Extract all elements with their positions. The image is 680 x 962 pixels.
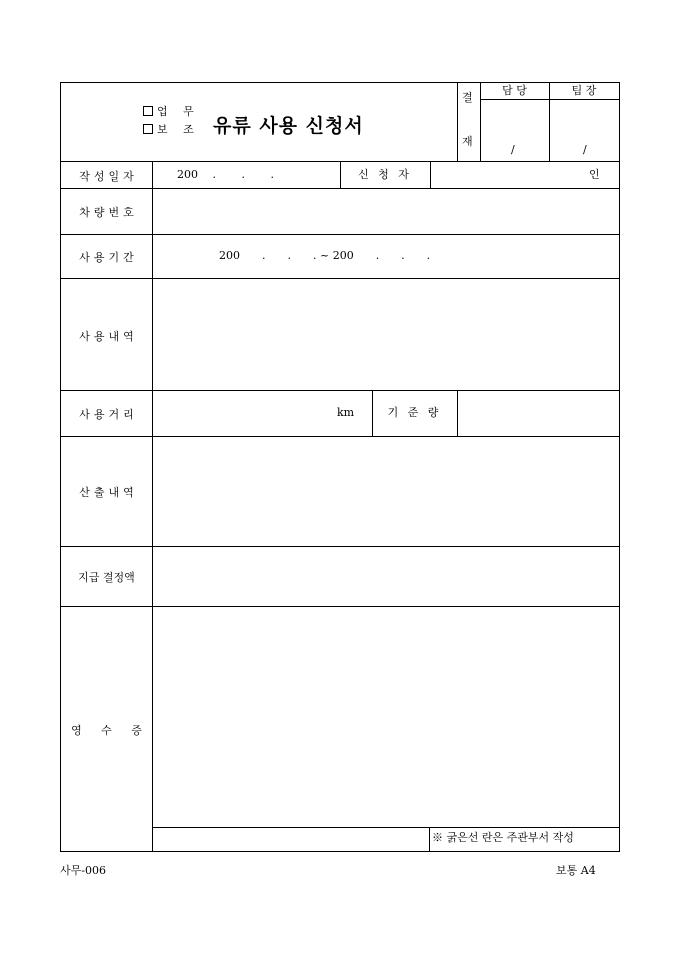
receipt-label: 영 수 증	[71, 724, 150, 737]
form-code: 사무-006	[60, 864, 106, 877]
distance-unit: km	[337, 406, 355, 419]
approval-label-top: 결	[462, 91, 473, 104]
option-assist[interactable]: 보 조	[143, 123, 200, 137]
approver-staff-label: 담 당	[502, 84, 527, 97]
distance-label: 사용거리	[79, 408, 138, 421]
distance-row-divider	[457, 390, 458, 436]
date-label: 작성일자	[79, 170, 138, 183]
standard-label: 기 준 량	[387, 406, 442, 419]
row-divider	[61, 390, 619, 391]
row-divider	[61, 278, 619, 279]
approval-header-divider	[480, 99, 619, 100]
approver-lead-label: 팀 장	[571, 84, 597, 97]
calc-label: 산출내역	[79, 486, 138, 499]
checkbox-icon[interactable]	[143, 124, 153, 134]
page-title: 유류 사용 신청서	[213, 115, 364, 137]
vehicle-label: 차량번호	[79, 206, 138, 219]
label-column-divider	[152, 161, 153, 851]
period-field[interactable]: 200 . . . ~ 200 . . .	[219, 249, 431, 262]
approval-label-bottom: 재	[462, 135, 473, 148]
approver-lead-slash: /	[583, 143, 587, 156]
approval-divider	[457, 83, 458, 161]
applicant-label: 신 청 자	[358, 168, 412, 181]
payment-label: 지급 결정액	[78, 571, 135, 584]
note-text: ※ 굵은선 란은 주관부서 작성	[432, 831, 574, 844]
row-divider	[61, 436, 619, 437]
row-divider	[61, 546, 619, 547]
row-divider	[61, 234, 619, 235]
paper-size: 보통 A4	[556, 864, 596, 877]
period-label: 사용기간	[79, 251, 138, 264]
date-field[interactable]: 200 . . .	[177, 168, 274, 181]
seal-mark: 인	[589, 168, 600, 181]
option-business[interactable]: 업 무	[143, 105, 200, 119]
checkbox-icon[interactable]	[143, 106, 153, 116]
fuel-usage-form	[60, 82, 620, 852]
approver-staff-slash: /	[511, 143, 515, 156]
note-row-divider	[152, 827, 619, 828]
note-divider	[429, 827, 430, 851]
row-divider	[61, 606, 619, 607]
usage-label: 사용내역	[79, 330, 138, 343]
date-row-divider	[430, 161, 431, 188]
row-divider	[61, 188, 619, 189]
